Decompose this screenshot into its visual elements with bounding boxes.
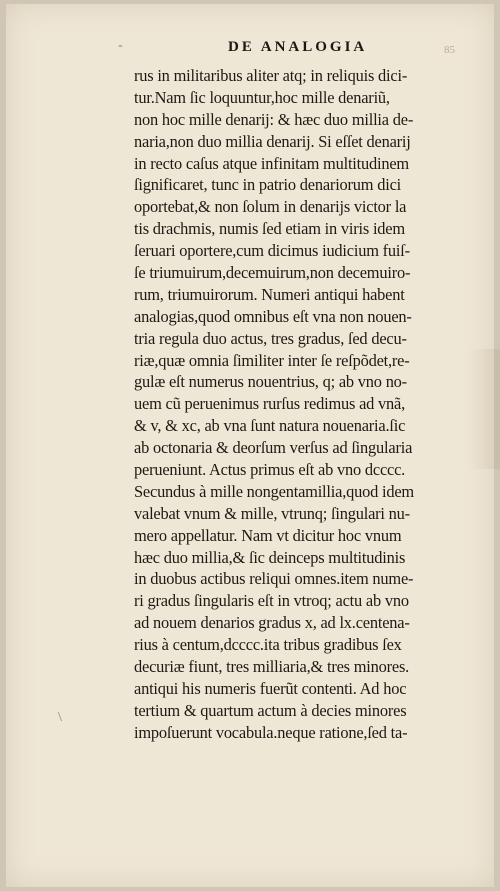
text-line: tertium & quartum actum à decies minores [134, 700, 407, 720]
text-line: decuriæ fiunt, tres milliaria,& tres minores. [134, 657, 410, 677]
book-page [6, 4, 494, 887]
text-line: & v, & xc, ab vna ſunt natura nouenaria.ſic [134, 416, 406, 436]
page-number: 85 [444, 44, 455, 56]
text-line: ſeruari oportere,cum dicimus iudicium fuiſ- [134, 241, 410, 261]
margin-mark: \ [58, 710, 62, 725]
text-line: tis drachmis, numis ſed etiam in viris idem [134, 219, 405, 239]
text-line: in duobus actibus reliqui omnes.item nume- [134, 569, 414, 589]
text-line: analogias,quod omnibus eſt vna non nouen- [134, 306, 412, 326]
text-line: riæ,quæ omnia ſimiliter inter ſe reſpõdet,re- [134, 350, 410, 370]
text-line: uem cũ peruenimus rurſus redimus ad vnã, [134, 394, 406, 414]
text-line: ab octonaria & deorſum verſus ad ſingularia [134, 438, 413, 458]
text-line: rus in militaribus aliter atq; in reliquis dici- [134, 66, 408, 85]
text-line: ri gradus ſingularis eſt in vtroq; actu ab vno [134, 591, 409, 611]
text-line: ad nouem denarios gradus x, ad lx.centena- [134, 613, 410, 633]
text-line: ſignificaret, tunc in patrio denariorum dici [134, 175, 402, 195]
text-line: rius à centum,dcccc.ita tribus gradibus ſex [134, 635, 402, 655]
text-line: tria regula duo actus, tres gradus, ſed decu- [134, 328, 407, 348]
text-line: antiqui his numeris fuerũt contenti. Ad hoc [134, 678, 407, 698]
text-line: ſe triumuirum,decemuirum,non decemuiro- [134, 263, 411, 283]
body-text [134, 65, 494, 744]
margin-mark: - [118, 38, 123, 53]
text-line: Secundus à mille nongentamillia,quod idem [134, 481, 414, 501]
text-line: hæc duo millia,& ſic deinceps multitudinis [134, 547, 406, 567]
text-line: oportebat,& non ſolum in denarijs victor la [134, 197, 407, 217]
text-line: non hoc mille denarij: & hæc duo millia de- [134, 109, 414, 129]
text-line: rum, triumuirorum. Numeri antiqui habent [134, 284, 405, 304]
running-head: DE ANALOGIA [228, 39, 368, 55]
text-line: mero appellatur. Nam vt dicitur hoc vnum [134, 525, 402, 545]
text-line: in recto caſus atque infinitam multitudinem [134, 153, 409, 173]
text-line: gulæ eſt numerus nouentrius, q; ab vno no- [134, 372, 407, 392]
text-line: impoſuerunt vocabula.neque ratione,ſed ta- [134, 722, 408, 742]
text-line: naria,non duo millia denarij. Si eſſet denarij [134, 131, 411, 151]
text-line: perueniunt. Actus primus eſt ab vno dcccc. [134, 460, 406, 480]
text-line: tur.Nam ſic loquuntur,hoc mille denariũ, [134, 87, 390, 107]
text-line: valebat vnum & mille, vtrunq; ſingulari nu- [134, 503, 410, 523]
